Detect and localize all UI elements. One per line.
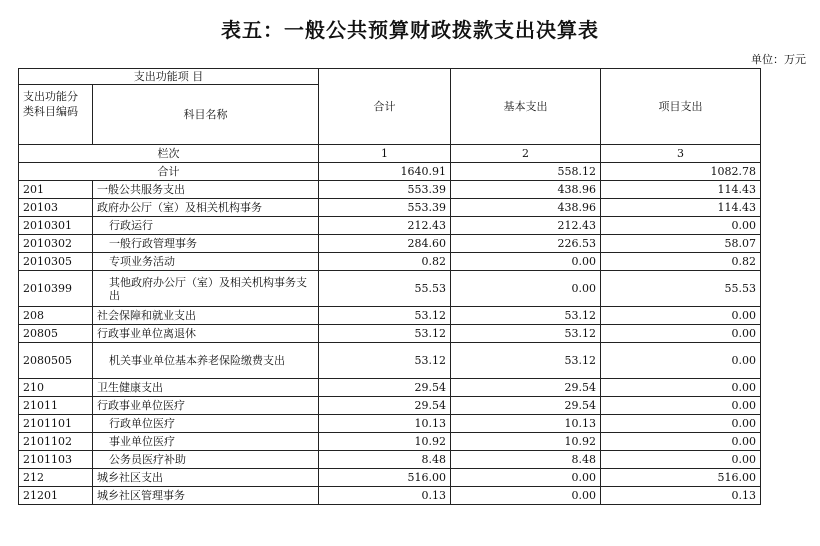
row-code: 2101103	[19, 451, 93, 469]
colnum-3: 3	[601, 145, 761, 163]
row-total: 212.43	[319, 217, 451, 235]
row-total: 0.13	[319, 487, 451, 505]
row-total: 284.60	[319, 235, 451, 253]
table-row	[19, 433, 761, 451]
table-row	[19, 307, 761, 325]
row-name: 城乡社区支出	[93, 469, 319, 487]
header-basic: 基本支出	[451, 69, 601, 145]
row-code: 20103	[19, 199, 93, 217]
row-code: 2101102	[19, 433, 93, 451]
row-name: 机关事业单位基本养老保险缴费支出	[93, 343, 319, 379]
row-project: 0.00	[601, 217, 761, 235]
row-project: 516.00	[601, 469, 761, 487]
total-total: 1640.91	[319, 163, 451, 181]
row-code: 2010399	[19, 271, 93, 307]
row-name: 公务员医疗补助	[93, 451, 319, 469]
table-row	[19, 397, 761, 415]
row-total: 10.92	[319, 433, 451, 451]
row-code: 208	[19, 307, 93, 325]
row-project: 0.82	[601, 253, 761, 271]
table-row	[19, 271, 761, 307]
row-name: 其他政府办公厅（室）及相关机构事务支出	[93, 271, 319, 307]
row-project: 0.00	[601, 343, 761, 379]
row-code: 21011	[19, 397, 93, 415]
row-name: 城乡社区管理事务	[93, 487, 319, 505]
row-name: 一般行政管理事务	[93, 235, 319, 253]
row-total: 0.82	[319, 253, 451, 271]
row-total: 516.00	[319, 469, 451, 487]
page-title: 表五：一般公共预算财政拨款支出决算表	[221, 18, 599, 42]
row-name: 一般公共服务支出	[93, 181, 319, 199]
row-basic: 53.12	[451, 343, 601, 379]
table-row	[19, 235, 761, 253]
row-basic: 53.12	[451, 325, 601, 343]
row-basic: 0.00	[451, 271, 601, 307]
row-basic: 0.00	[451, 487, 601, 505]
colnum-1: 1	[319, 145, 451, 163]
row-code: 210	[19, 379, 93, 397]
row-project: 114.43	[601, 199, 761, 217]
header-project: 项目支出	[601, 69, 761, 145]
row-basic: 212.43	[451, 217, 601, 235]
table-row	[19, 217, 761, 235]
row-code: 2010305	[19, 253, 93, 271]
colnum-label: 栏次	[19, 145, 319, 163]
row-name: 行政运行	[93, 217, 319, 235]
table-row	[19, 253, 761, 271]
row-total: 553.39	[319, 181, 451, 199]
row-total: 53.12	[319, 343, 451, 379]
row-name: 卫生健康支出	[93, 379, 319, 397]
budget-table	[18, 68, 761, 505]
row-code: 2010302	[19, 235, 93, 253]
row-basic: 29.54	[451, 397, 601, 415]
row-project: 0.00	[601, 433, 761, 451]
row-basic: 29.54	[451, 379, 601, 397]
table-row	[19, 469, 761, 487]
row-basic: 226.53	[451, 235, 601, 253]
row-total: 29.54	[319, 397, 451, 415]
header-total: 合计	[319, 69, 451, 145]
table-row	[19, 415, 761, 433]
row-project: 55.53	[601, 271, 761, 307]
row-name: 行政事业单位离退休	[93, 325, 319, 343]
row-project: 0.00	[601, 451, 761, 469]
total-label: 合计	[19, 163, 319, 181]
row-total: 10.13	[319, 415, 451, 433]
row-name: 社会保障和就业支出	[93, 307, 319, 325]
row-basic: 8.48	[451, 451, 601, 469]
table-row	[19, 487, 761, 505]
row-total: 29.54	[319, 379, 451, 397]
row-code: 20805	[19, 325, 93, 343]
row-project: 0.13	[601, 487, 761, 505]
table-row	[19, 181, 761, 199]
row-code: 2080505	[19, 343, 93, 379]
row-total: 8.48	[319, 451, 451, 469]
row-total: 53.12	[319, 307, 451, 325]
row-project: 0.00	[601, 307, 761, 325]
row-code: 2010301	[19, 217, 93, 235]
row-name: 行政单位医疗	[93, 415, 319, 433]
row-project: 0.00	[601, 415, 761, 433]
row-basic: 10.13	[451, 415, 601, 433]
row-project: 58.07	[601, 235, 761, 253]
table-row	[19, 325, 761, 343]
row-name: 政府办公厅（室）及相关机构事务	[93, 199, 319, 217]
row-project: 0.00	[601, 325, 761, 343]
row-total: 55.53	[319, 271, 451, 307]
row-project: 114.43	[601, 181, 761, 199]
row-name: 事业单位医疗	[93, 433, 319, 451]
total-project: 1082.78	[601, 163, 761, 181]
row-name: 行政事业单位医疗	[93, 397, 319, 415]
table-row	[19, 343, 761, 379]
table-row	[19, 199, 761, 217]
row-code: 2101101	[19, 415, 93, 433]
table-row	[19, 379, 761, 397]
row-project: 0.00	[601, 379, 761, 397]
row-project: 0.00	[601, 397, 761, 415]
unit-label: 单位：万元	[751, 53, 806, 66]
row-code: 21201	[19, 487, 93, 505]
colnum-2: 2	[451, 145, 601, 163]
total-basic: 558.12	[451, 163, 601, 181]
row-total: 53.12	[319, 325, 451, 343]
header-code: 支出功能分类科目编码	[19, 85, 93, 145]
row-total: 553.39	[319, 199, 451, 217]
header-func-item: 支出功能项 目	[19, 69, 319, 85]
row-basic: 10.92	[451, 433, 601, 451]
row-name: 专项业务活动	[93, 253, 319, 271]
row-basic: 438.96	[451, 199, 601, 217]
table-row	[19, 451, 761, 469]
row-basic: 0.00	[451, 253, 601, 271]
row-code: 212	[19, 469, 93, 487]
row-basic: 0.00	[451, 469, 601, 487]
row-code: 201	[19, 181, 93, 199]
row-basic: 53.12	[451, 307, 601, 325]
header-name: 科目名称	[93, 85, 319, 145]
row-basic: 438.96	[451, 181, 601, 199]
